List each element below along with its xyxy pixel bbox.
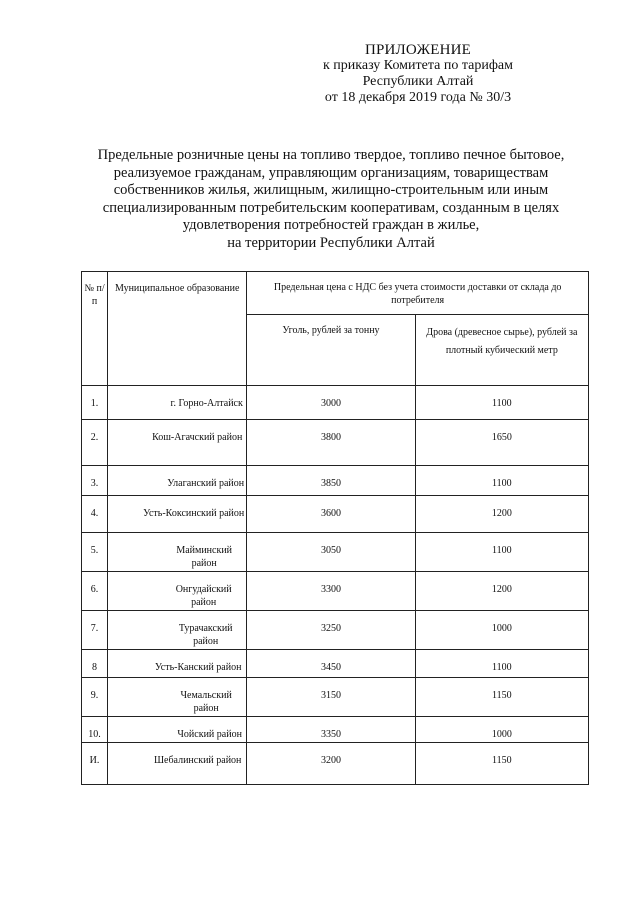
row-municipality-cell — [108, 743, 247, 785]
table-row — [82, 572, 589, 611]
row-coal-price: 3450 — [247, 650, 415, 678]
row-wood-price: 1100 — [415, 466, 588, 496]
document-title — [70, 147, 592, 252]
appendix-order-ref: к приказу Комитета по тарифам — [322, 58, 514, 73]
row-number: 4. — [82, 496, 108, 533]
row-coal-price: 3000 — [247, 386, 415, 420]
header-coal: Уголь, рублей за тонну — [247, 315, 415, 386]
row-coal-price: 3800 — [247, 420, 415, 466]
table-row — [82, 533, 589, 572]
row-municipality-cell — [108, 678, 247, 717]
row-coal-price: 3850 — [247, 466, 415, 496]
row-number: 6. — [82, 572, 108, 611]
title-line: Предельные розничные цены на топливо твердое, топливо печное бытовое, — [97, 147, 565, 163]
appendix-title: ПРИЛОЖЕНИЕ — [364, 42, 472, 58]
row-municipality: Шебалинский район — [153, 755, 242, 766]
price-table — [81, 271, 589, 785]
table-row — [82, 611, 589, 650]
row-number: 3. — [82, 466, 108, 496]
row-municipality-cell — [108, 533, 247, 572]
row-coal-price: 3200 — [247, 743, 415, 785]
table-body — [82, 386, 589, 785]
header-num: № п/п — [82, 272, 108, 386]
row-municipality: г. Горно-Алтайск — [170, 398, 243, 409]
row-municipality-cell — [108, 572, 247, 611]
row-number: 7. — [82, 611, 108, 650]
row-municipality-cell — [108, 496, 247, 533]
row-number: И. — [82, 743, 108, 785]
row-municipality: Турачакский район — [178, 623, 233, 647]
row-coal-price: 3250 — [247, 611, 415, 650]
row-municipality-cell — [108, 386, 247, 420]
row-municipality: Онгудайский район — [175, 584, 232, 608]
row-coal-price: 3150 — [247, 678, 415, 717]
row-wood-price: 1000 — [415, 717, 588, 743]
title-line: собственников жилья, жилищным, жилищно-строительным или иным — [113, 182, 549, 198]
table-row — [82, 420, 589, 466]
table-row — [82, 650, 589, 678]
row-number: 10. — [82, 717, 108, 743]
table-row — [82, 717, 589, 743]
row-coal-price: 3300 — [247, 572, 415, 611]
row-number: 5. — [82, 533, 108, 572]
header-wood: Дрова (древесное сырье), рублей за плотный кубический метр — [415, 315, 588, 386]
row-number: 9. — [82, 678, 108, 717]
table-row — [82, 496, 589, 533]
row-wood-price: 1200 — [415, 496, 588, 533]
row-municipality-cell — [108, 650, 247, 678]
row-municipality: Чемальский район — [180, 690, 232, 714]
row-municipality-cell — [108, 717, 247, 743]
row-wood-price: 1100 — [415, 533, 588, 572]
row-wood-price: 1200 — [415, 572, 588, 611]
row-number: 1. — [82, 386, 108, 420]
row-municipality: Кош-Агачский район — [152, 432, 243, 443]
row-wood-price: 1650 — [415, 420, 588, 466]
title-line: удовлетворения потребностей граждан в жилье, — [182, 217, 480, 233]
row-wood-price: 1000 — [415, 611, 588, 650]
appendix-date: от 18 декабря 2019 года № 30/3 — [324, 90, 512, 105]
row-coal-price: 3600 — [247, 496, 415, 533]
row-wood-price: 1100 — [415, 650, 588, 678]
title-line: на территории Республики Алтай — [227, 234, 435, 251]
header-municipality: Муниципальное образование — [108, 272, 247, 386]
row-wood-price: 1100 — [415, 386, 588, 420]
appendix-region: Республики Алтай — [362, 74, 474, 89]
table-row — [82, 386, 589, 420]
row-coal-price: 3050 — [247, 533, 415, 572]
row-coal-price: 3350 — [247, 717, 415, 743]
row-municipality-cell — [108, 611, 247, 650]
row-municipality-cell — [108, 466, 247, 496]
row-number: 8 — [82, 650, 108, 678]
table-row — [82, 678, 589, 717]
row-number: 2. — [82, 420, 108, 466]
row-municipality: Улаганский район — [167, 478, 245, 489]
row-wood-price: 1150 — [415, 678, 588, 717]
appendix-header — [268, 42, 568, 106]
header-price-group: Предельная цена с НДС без учета стоимости доставки от склада до потребителя — [247, 272, 589, 315]
row-municipality: Майминский район — [176, 545, 233, 569]
title-line: специализированным потребительским кооперативам, созданным в целях — [102, 199, 560, 216]
row-municipality-cell — [108, 420, 247, 466]
row-wood-price: 1150 — [415, 743, 588, 785]
table-row — [82, 743, 589, 785]
title-line: реализуемое гражданам, управляющим организациям, товариществам — [113, 164, 549, 181]
row-municipality: Чойский район — [177, 729, 242, 740]
table-row — [82, 466, 589, 496]
row-municipality: Усть-Коксинский район — [143, 508, 245, 519]
row-municipality: Усть-Канский район — [154, 662, 242, 673]
